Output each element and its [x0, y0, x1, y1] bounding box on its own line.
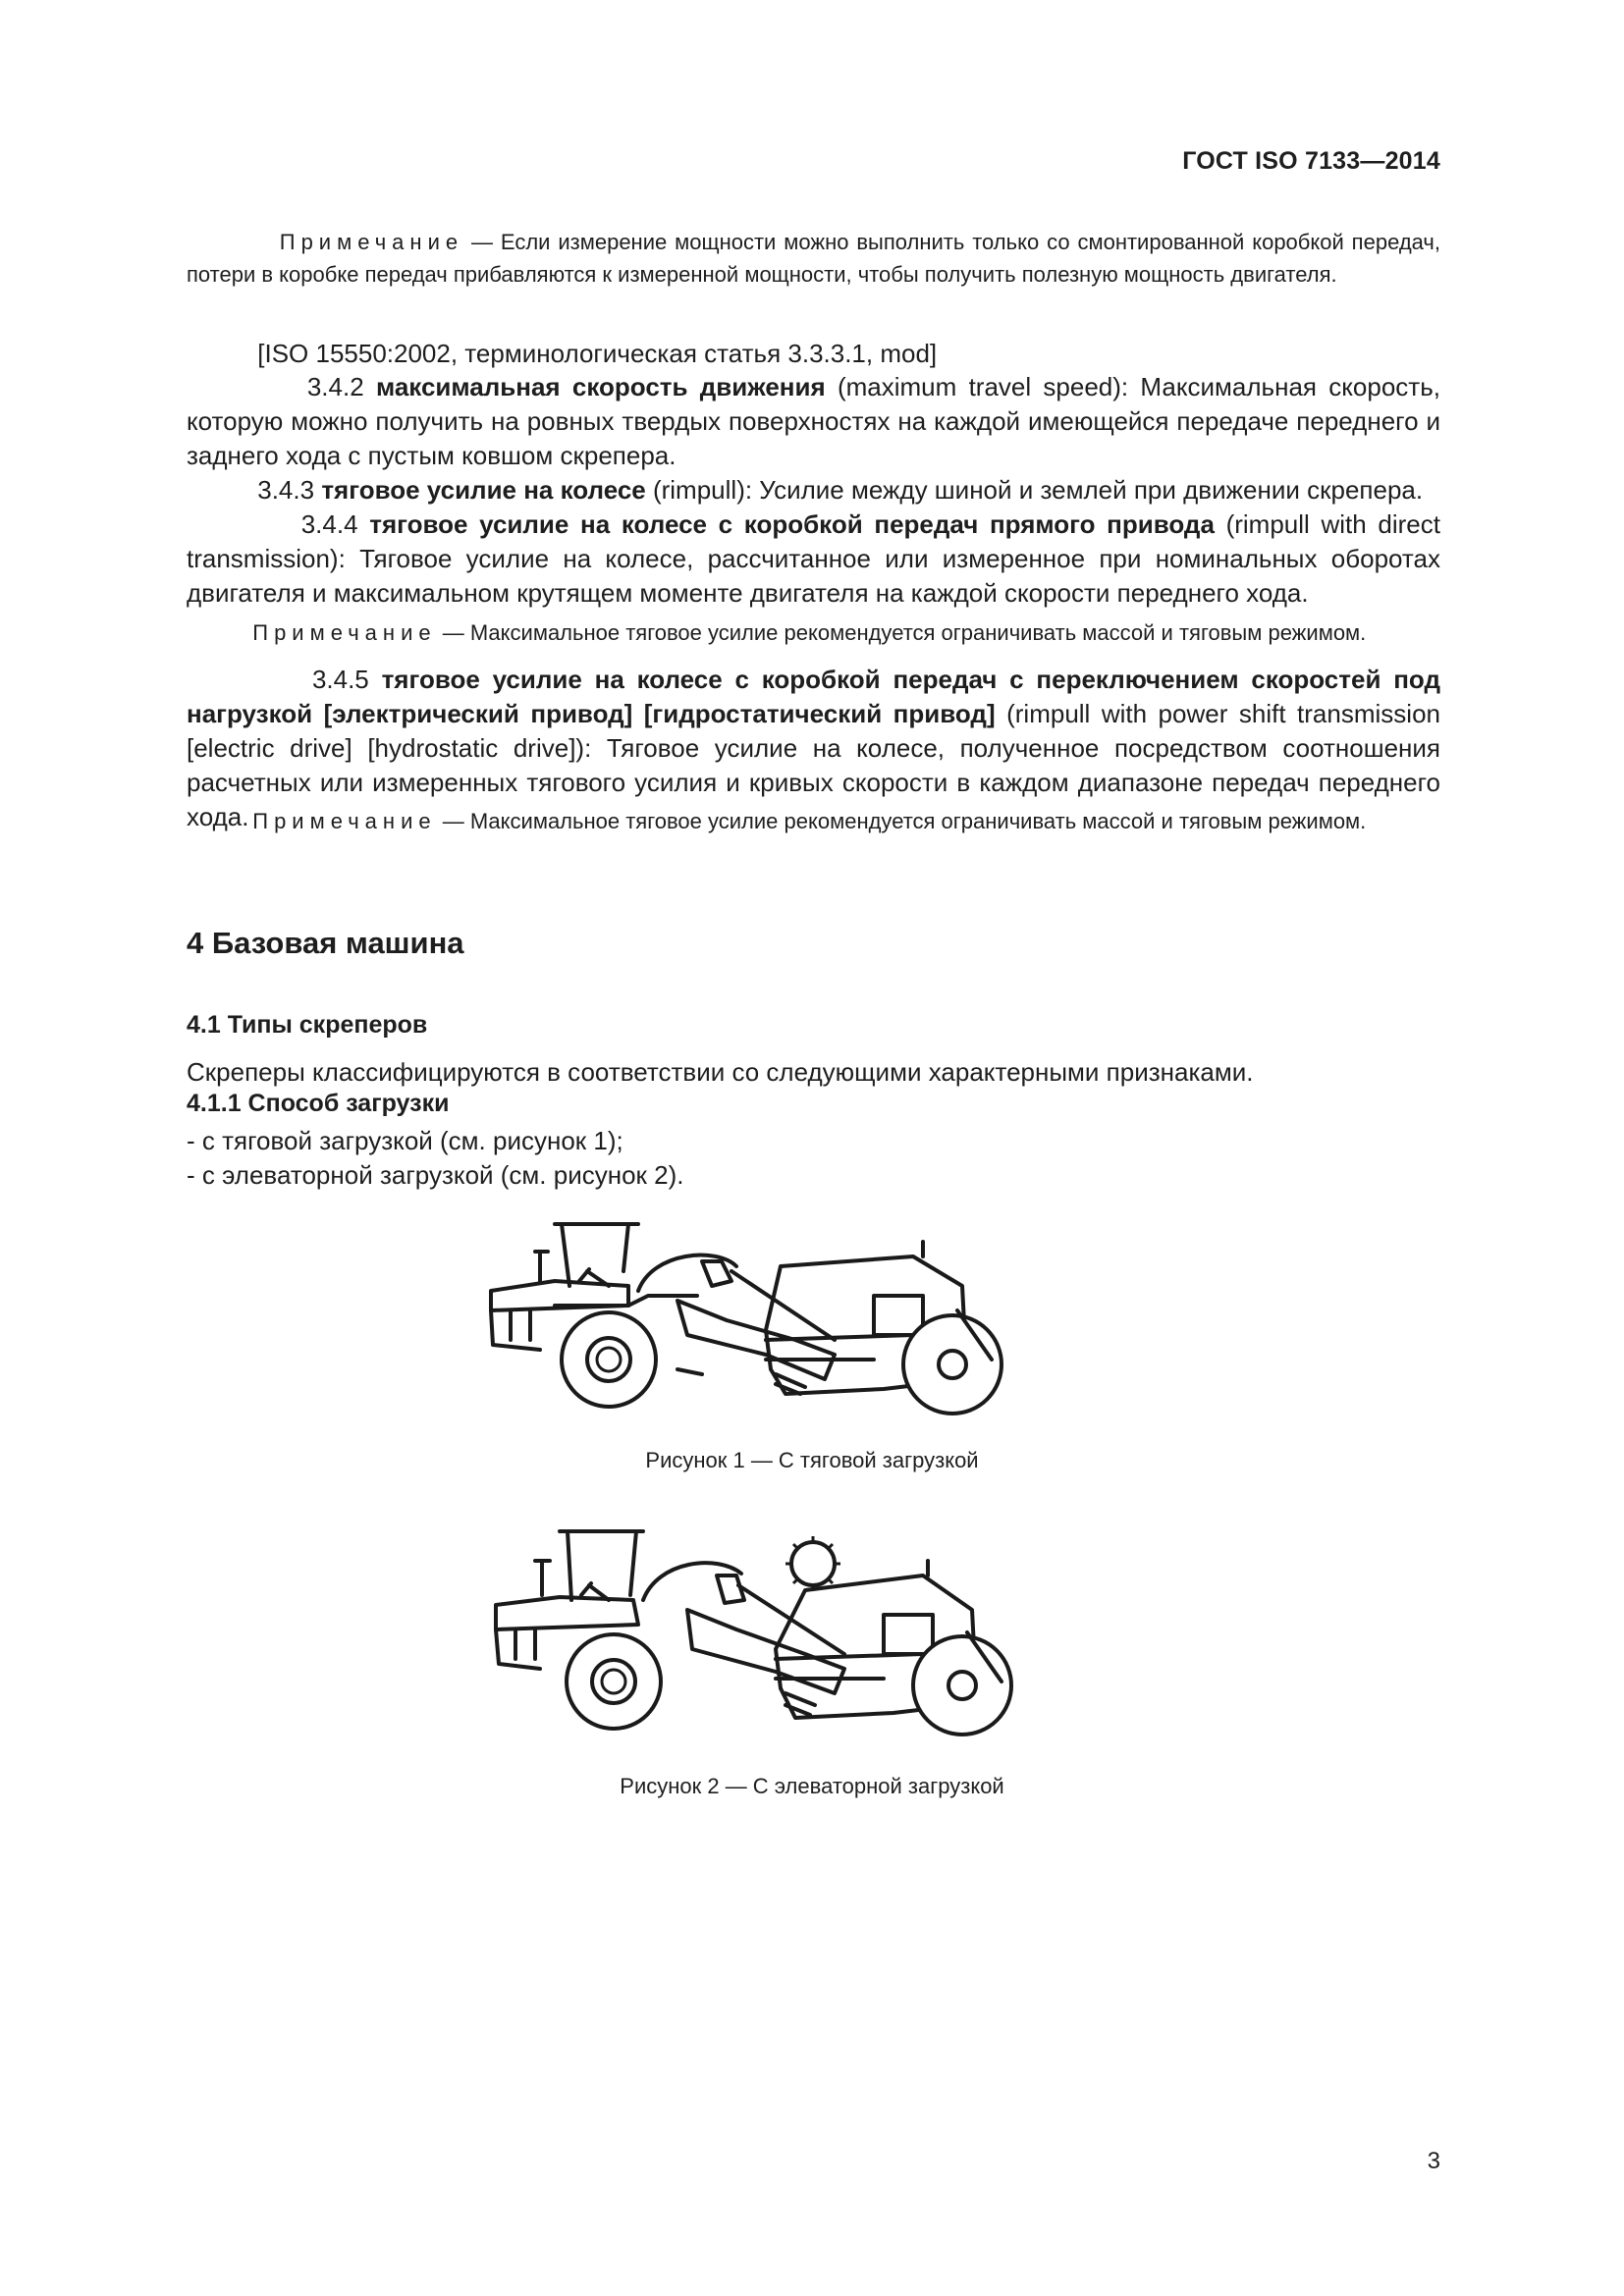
term-number: 3.4.4 [300, 509, 358, 539]
section-4-1-text: Скреперы классифицируются в соответствии со следующими характерными признаками. [187, 1057, 1254, 1087]
figure-1-tractive-scraper-drawing [481, 1212, 1080, 1428]
note-dash: — [471, 230, 493, 254]
note-dash: — [442, 620, 464, 645]
section-4-1-1-title: 4.1.1 Способ загрузки [187, 1090, 450, 1117]
term-name: тяговое усилие на колесе [321, 475, 646, 505]
figure-2-caption: Рисунок 2 — С элеваторной загрузкой [620, 1774, 1004, 1798]
list-item: - с тяговой загрузкой (см. рисунок 1); [187, 1126, 623, 1155]
note-1-text: Если измерение мощности можно выполнить только со смонтированной коробкой передач, потери в коробке передач прибавляются к измеренной мощности, чтобы получить полезную мощность двигателя. [187, 230, 1440, 287]
reference-line [187, 337, 1440, 371]
term-3-4-4 [187, 507, 1440, 611]
term-definition: (rimpull with power shift transmission [electric drive] [hydrostatic drive]): Тяговое усилие на колесе, полученное посредством соотношения расчетных или измеренных тягового усилия и кривых скорости в каждом диапазоне передач переднего хода. [187, 699, 1440, 831]
term-definition: (rimpull with direct transmission): Тяговое усилие на колесе, рассчитанное или измеренное при номинальных оборотах двигателя и максимальном крутящем моменте двигателя на каждой скорости переднего хода. [187, 509, 1440, 608]
term-number: 3.4.2 [306, 372, 364, 401]
term-3-4-3 [187, 473, 1440, 507]
page-number: 3 [1427, 2148, 1440, 2174]
term-definition: (rimpull): Усилие между шиной и землей при движении скрепера. [652, 475, 1424, 505]
term-name: тяговое усилие на колесе с коробкой передач с переключением скоростей под нагрузкой [электрический привод] [гидростатический привод] [187, 665, 1440, 728]
note-3 [187, 805, 1440, 837]
term-name: тяговое усилие на колесе с коробкой передач прямого привода [369, 509, 1215, 539]
figure-2-elevating-scraper-drawing [481, 1517, 1080, 1752]
standard-header: ГОСТ ISO 7133—2014 [1182, 147, 1440, 175]
term-name: максимальная скорость движения [375, 372, 826, 401]
note-1 [187, 226, 1440, 291]
note-2-text: Максимальное тяговое усилие рекомендуется ограничивать массой и тяговым режимом. [469, 620, 1367, 645]
note-label: Примечание [252, 620, 437, 645]
term-number: 3.4.5 [311, 665, 369, 694]
note-dash: — [442, 809, 464, 833]
note-label: Примечание [252, 809, 437, 833]
list-item: - с элеваторной загрузкой (см. рисунок 2). [187, 1160, 684, 1190]
section-4-title: 4 Базовая машина [187, 926, 464, 960]
note-2 [187, 616, 1440, 649]
term-3-4-2 [187, 370, 1440, 473]
reference-text: [ISO 15550:2002, терминологическая статья 3.3.3.1, mod] [257, 339, 938, 368]
note-label: Примечание [279, 230, 464, 254]
term-definition: (maximum travel speed): Максимальная скорость, которую можно получить на ровных твердых поверхностях на каждой имеющейся передаче переднего и заднего хода с пустым ковшом скрепера. [187, 372, 1440, 470]
section-4-1-title: 4.1 Типы скреперов [187, 1011, 428, 1039]
term-number: 3.4.3 [257, 475, 315, 505]
note-3-text: Максимальное тяговое усилие рекомендуется ограничивать массой и тяговым режимом. [469, 809, 1367, 833]
figure-1-caption: Рисунок 1 — С тяговой загрузкой [645, 1448, 979, 1472]
